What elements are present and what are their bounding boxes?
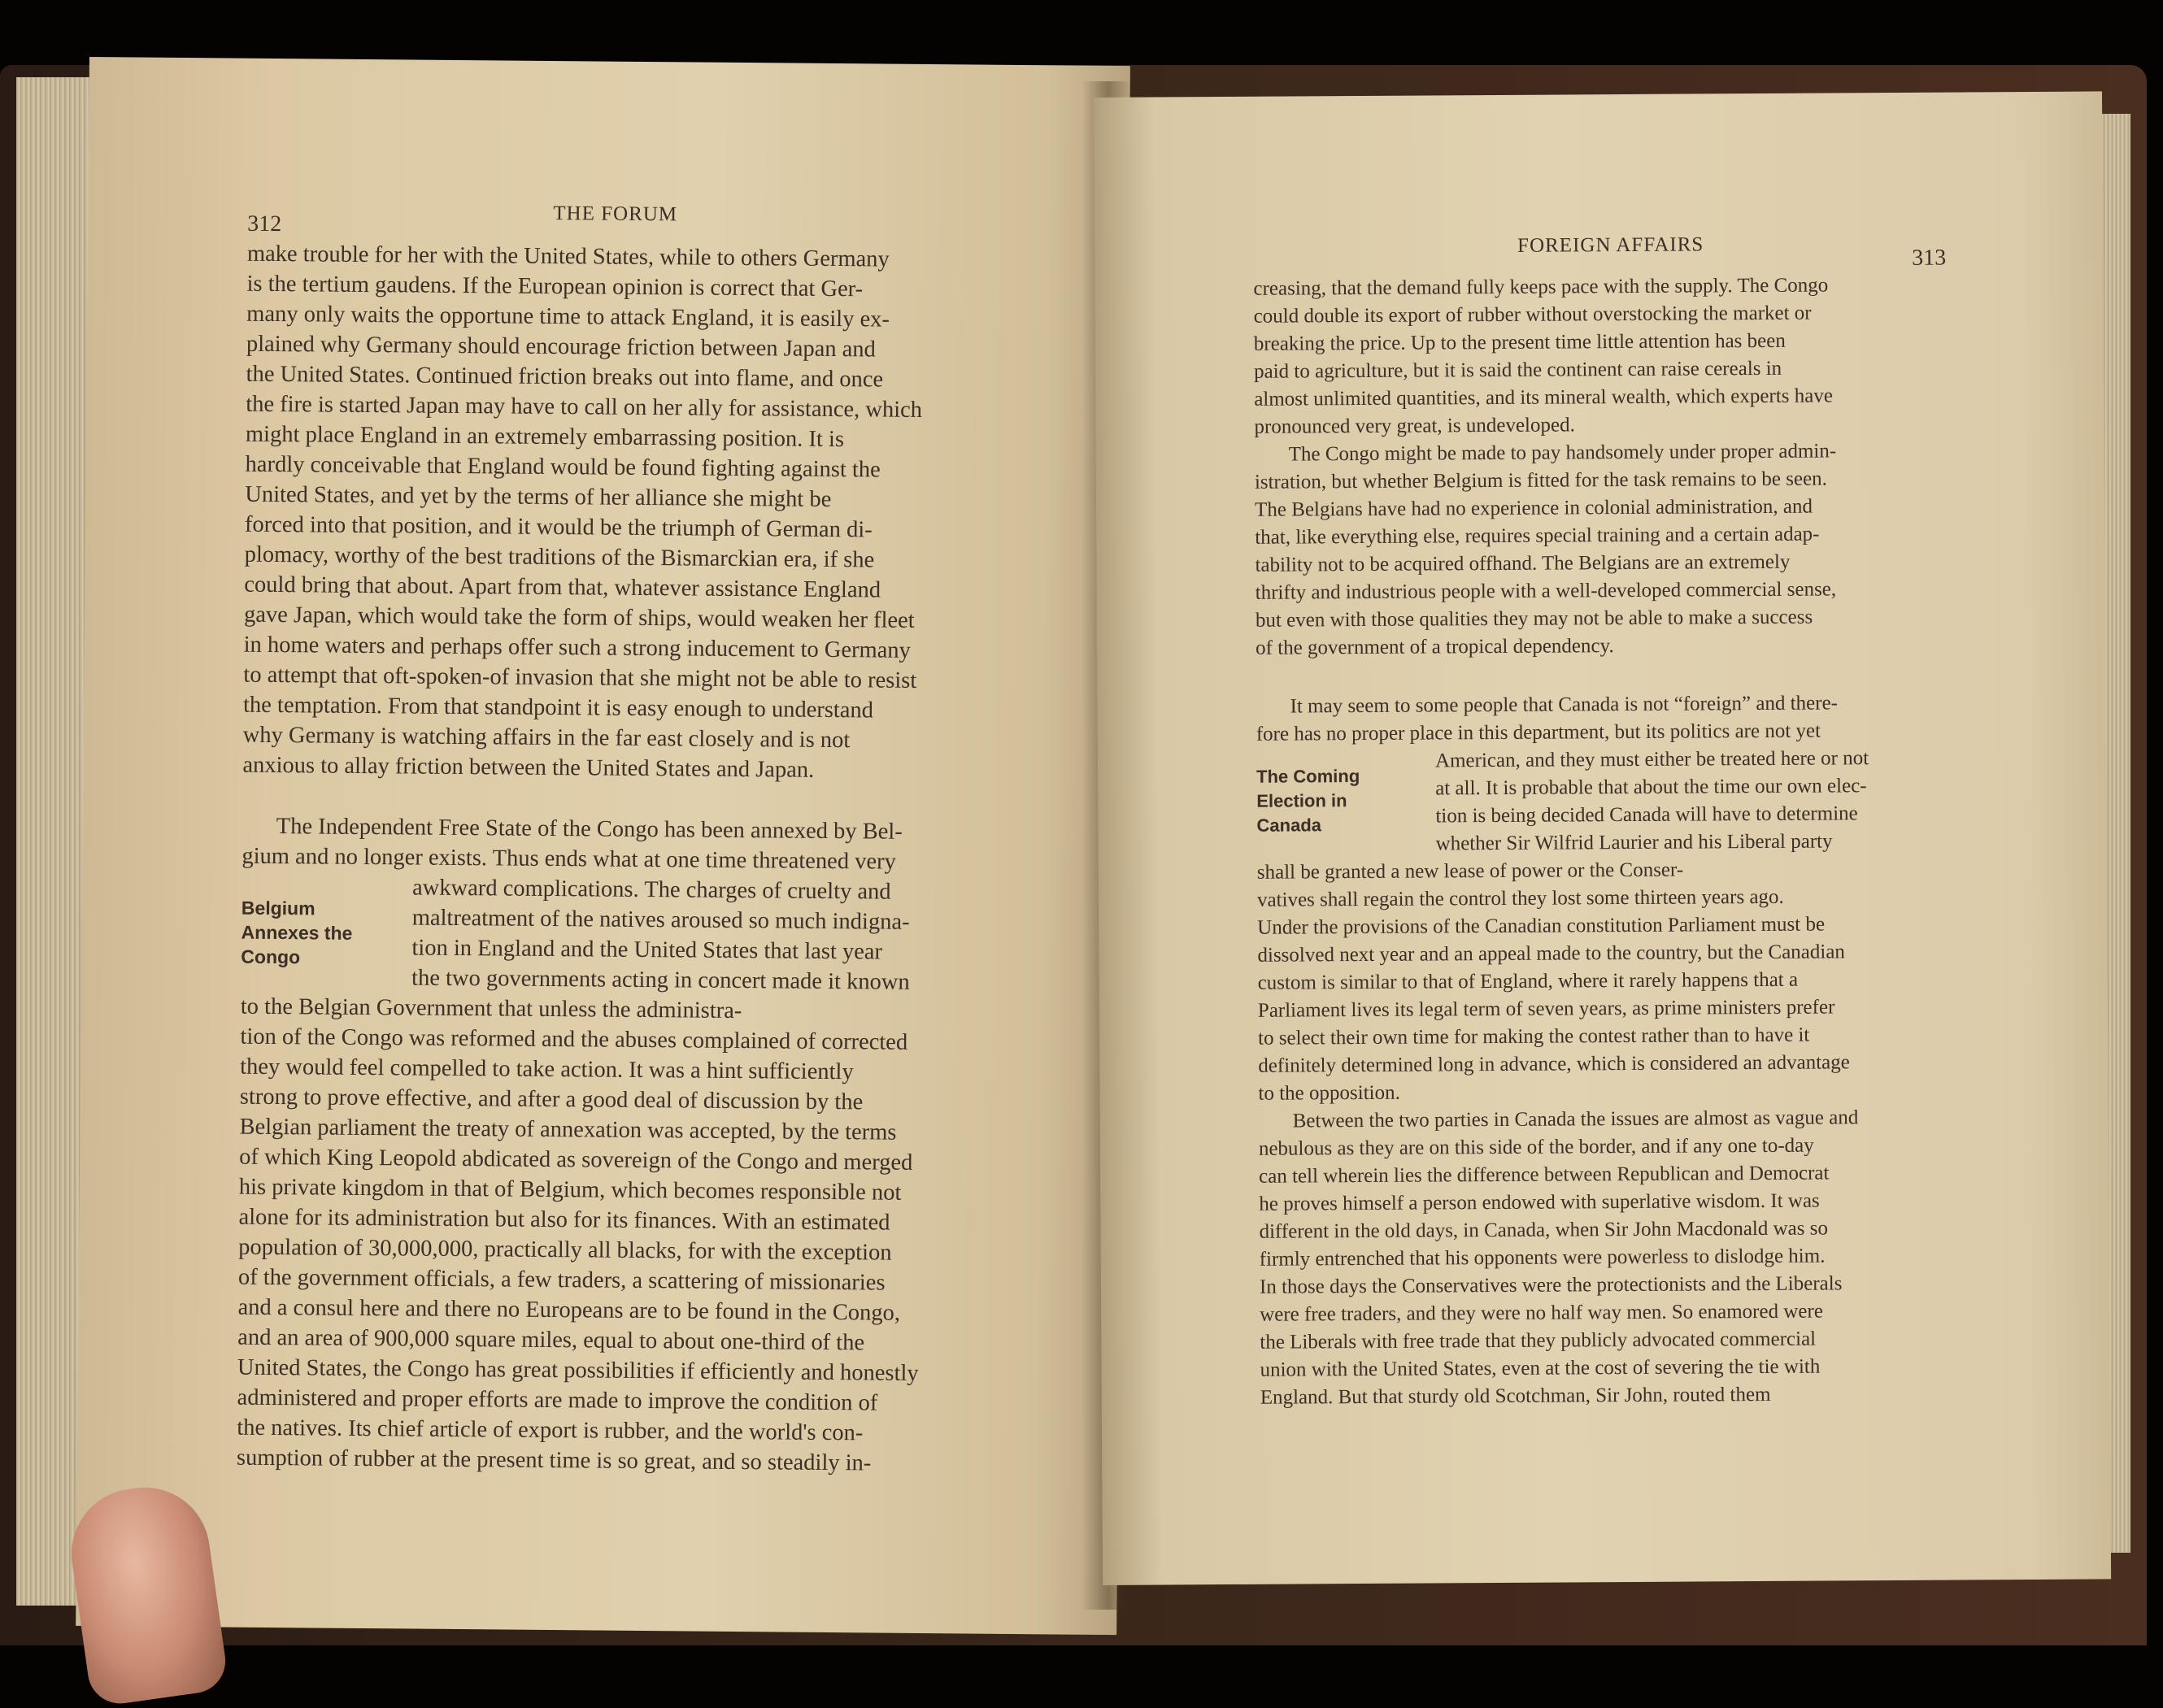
side-heading-line: The Coming: [1256, 766, 1360, 787]
text-line: firmly entrenched that his opponents were powerless to dislodge him.: [1259, 1245, 1826, 1271]
text-line: union with the United States, even at the cost of severing the tie with: [1260, 1355, 1821, 1381]
text-line: he proves himself a person endowed with superlative wisdom. It was: [1259, 1189, 1820, 1215]
text-line: awkward complications. The charges of cruelty and: [411, 875, 891, 905]
side-heading-line: Congo: [241, 945, 301, 968]
text-line: fore has no proper place in this department, but its politics are not yet: [1256, 719, 1821, 745]
text-line: to the Belgian Government that unless the administra-: [240, 993, 742, 1024]
text-line: shall be granted a new lease of power or the Conser-: [1256, 858, 1684, 884]
text-line: maltreatment of the natives aroused so much indigna-: [411, 905, 910, 935]
text-line: whether Sir Wilfrid Laurier and his Liberal party: [1435, 830, 1833, 855]
text-line: American, and they must either be treated here or not: [1434, 747, 1869, 772]
page-number: 313: [1912, 245, 1947, 271]
text-line: definitely determined long in advance, which is considered an advantage: [1258, 1051, 1850, 1077]
right-page: [1094, 91, 2111, 1585]
text-line: almost unlimited quantities, and its mineral wealth, which experts have: [1254, 385, 1833, 411]
text-line: the United States. Continued friction breaks out into flame, and once: [246, 361, 884, 393]
text-line: his private kingdom in that of Belgium, which becomes responsible not: [238, 1174, 902, 1206]
text-line: the fire is started Japan may have to call on her ally for assistance, which: [246, 391, 923, 423]
text-line: could bring that about. Apart from that, whatever assistance England: [244, 572, 881, 603]
text-line: and an area of 900,000 square miles, equal to about one-third of the: [237, 1324, 865, 1356]
text-line: Parliament lives its legal term of seven years, as prime ministers prefer: [1257, 996, 1835, 1022]
left-text-column: [237, 239, 1003, 1480]
text-line: were free traders, and they were no half way men. So enamored were: [1260, 1300, 1823, 1326]
text-line: of the government of a tropical dependency.: [1256, 635, 1614, 659]
paragraph: [1255, 437, 1952, 663]
text-line: It may seem to some people that Canada is not “foreign” and there-: [1290, 692, 1839, 718]
text-line: The Congo might be made to pay handsomely under proper admin-: [1288, 440, 1837, 466]
text-line: pronounced very great, is undeveloped.: [1254, 414, 1575, 438]
text-line: Between the two parties in Canada the issues are almost as vague and: [1292, 1106, 1859, 1132]
text-line: the temptation. From that standpoint it is easy enough to understand: [242, 692, 874, 724]
text-line: to select their own time for making the contest rather than to have it: [1257, 1023, 1810, 1050]
text-line: alone for its administration but also for its finances. With an estimated: [238, 1204, 890, 1236]
text-line: hardly conceivable that England would be found fighting against the: [245, 451, 881, 483]
text-line: istration, but whether Belgium is fitted for the task remains to be seen.: [1254, 467, 1827, 493]
text-line: custom is similar to that of England, where it rarely happens that a: [1257, 968, 1799, 994]
paragraph: [1253, 272, 1949, 441]
text-line: sumption of rubber at the present time is so great, and so steadily in-: [236, 1445, 872, 1476]
text-line: different in the old days, in Canada, when Sir John Macdonald was so: [1259, 1217, 1829, 1243]
side-heading-line: Annexes the: [241, 921, 353, 944]
text-line: Under the provisions of the Canadian constitution Parliament must be: [1257, 913, 1826, 939]
text-line: nebulous as they are on this side of the border, and if any one to-day: [1258, 1134, 1814, 1160]
text-line: gium and no longer exists. Thus ends what at one time threatened very: [242, 843, 896, 875]
text-line: that, like everything else, requires special training and a certain adap-: [1255, 523, 1820, 549]
text-line: breaking the price. Up to the present time little attention has been: [1253, 329, 1786, 355]
text-line: tability not to be acquired offhand. The Belgians are an extremely: [1255, 550, 1791, 576]
text-line: In those days the Conservatives were the protectionists and the Liberals: [1259, 1272, 1843, 1298]
text-line: dissolved next year and an appeal made to the country, but the Canadian: [1257, 941, 1845, 967]
text-line: England. But that sturdy old Scotchman, Sir John, routed them: [1260, 1383, 1771, 1409]
text-line: anxious to allay friction between the United States and Japan.: [242, 752, 815, 783]
text-line: Belgian parliament the treaty of annexation was accepted, by the terms: [239, 1114, 897, 1145]
text-line: tion in England and the United States that last year: [411, 935, 883, 965]
text-line: make trouble for her with the United States, while to others Germany: [246, 241, 890, 272]
text-line: population of 30,000,000, practically all blacks, for with the exception: [238, 1234, 892, 1266]
text-line: United States, the Congo has great possibilities if efficiently and honestly: [237, 1354, 919, 1386]
text-line: strong to prove effective, and after a good deal of discussion by the: [239, 1084, 864, 1115]
text-line: plomacy, worthy of the best traditions of the Bismarckian era, if she: [244, 541, 875, 573]
text-line: the Liberals with free trade that they publicly advocated commercial: [1260, 1328, 1817, 1354]
side-heading-line: Canada: [1256, 815, 1322, 836]
text-line: of the government officials, a few traders, a scattering of missionaries: [237, 1264, 886, 1296]
text-line: might place England in an extremely embarrassing position. It is: [245, 421, 845, 453]
text-line: to attempt that oft-spoken-of invasion that she might not be able to resist: [243, 662, 917, 693]
text-line: the natives. Its chief article of export is rubber, and the world's con-: [237, 1415, 864, 1446]
text-line: can tell wherein lies the difference between Republican and Democrat: [1259, 1162, 1830, 1188]
text-line: United States, and yet by the terms of her alliance she might be: [245, 481, 832, 512]
side-heading-canada: [1256, 748, 1420, 838]
text-line: The Independent Free State of the Congo has been annexed by Bel-: [276, 814, 903, 845]
text-line: tion of the Congo was reformed and the abuses complained of corrected: [240, 1023, 908, 1055]
left-page: [76, 57, 1130, 1635]
page-number: 312: [247, 211, 282, 237]
text-line: they would feel compelled to take action. It was a hint sufficiently: [240, 1054, 854, 1085]
text-line: tion is being decided Canada will have to determine: [1435, 802, 1858, 828]
paragraph: [237, 811, 999, 1480]
text-line: of which King Leopold abdicated as sovereign of the Congo and merged: [239, 1144, 913, 1176]
text-line: to the opposition.: [1258, 1081, 1400, 1105]
text-line: could double its export of rubber without overstocking the market or: [1253, 302, 1812, 328]
text-line: but even with those qualities they may not be able to make a success: [1255, 606, 1813, 632]
text-line: administered and proper efforts are made to improve the condition of: [237, 1384, 878, 1416]
text-line: is the tertium gaudens. If the European opinion is correct that Ger-: [246, 271, 864, 302]
text-line: creasing, that the demand fully keeps pace with the supply. The Congo: [1253, 274, 1829, 300]
side-heading-belgium: [241, 896, 396, 971]
text-line: thrifty and industrious people with a well-developed commercial sense,: [1255, 578, 1837, 604]
right-text-column: [1253, 272, 1956, 1412]
text-line: plained why Germany should encourage friction between Japan and: [246, 331, 877, 363]
text-line: in home waters and perhaps offer such a strong inducement to Germany: [243, 632, 911, 663]
running-head: THE FORUM: [553, 202, 678, 226]
text-line: and a consul here and there no Europeans are to be found in the Congo,: [237, 1294, 901, 1326]
text-line: gave Japan, which would take the form of ships, would weaken her fleet: [243, 602, 915, 633]
text-line: the two governments acting in concert made it known: [411, 965, 910, 995]
text-line: at all. It is probable that about the time our own elec-: [1435, 775, 1867, 800]
text-line: paid to agriculture, but it is said the continent can raise cereals in: [1253, 357, 1782, 383]
paragraph: [1259, 1104, 1956, 1412]
text-line: forced into that position, and it would be the triumph of German di-: [244, 511, 873, 543]
running-head: FOREIGN AFFAIRS: [1517, 233, 1704, 257]
text-line: The Belgians have had no experience in colonial administration, and: [1255, 495, 1813, 521]
text-line: many only waits the opportune time to attack England, it is easily ex-: [246, 301, 890, 332]
side-heading-line: Election in: [1256, 790, 1347, 811]
text-line: vatives shall regain the control they lost some thirteen years ago.: [1256, 885, 1784, 911]
paragraph: [1256, 689, 1953, 1108]
side-heading-line: Belgium: [241, 897, 316, 919]
paragraph: [242, 239, 1003, 787]
text-line: why Germany is watching affairs in the far east closely and is not: [242, 722, 851, 754]
